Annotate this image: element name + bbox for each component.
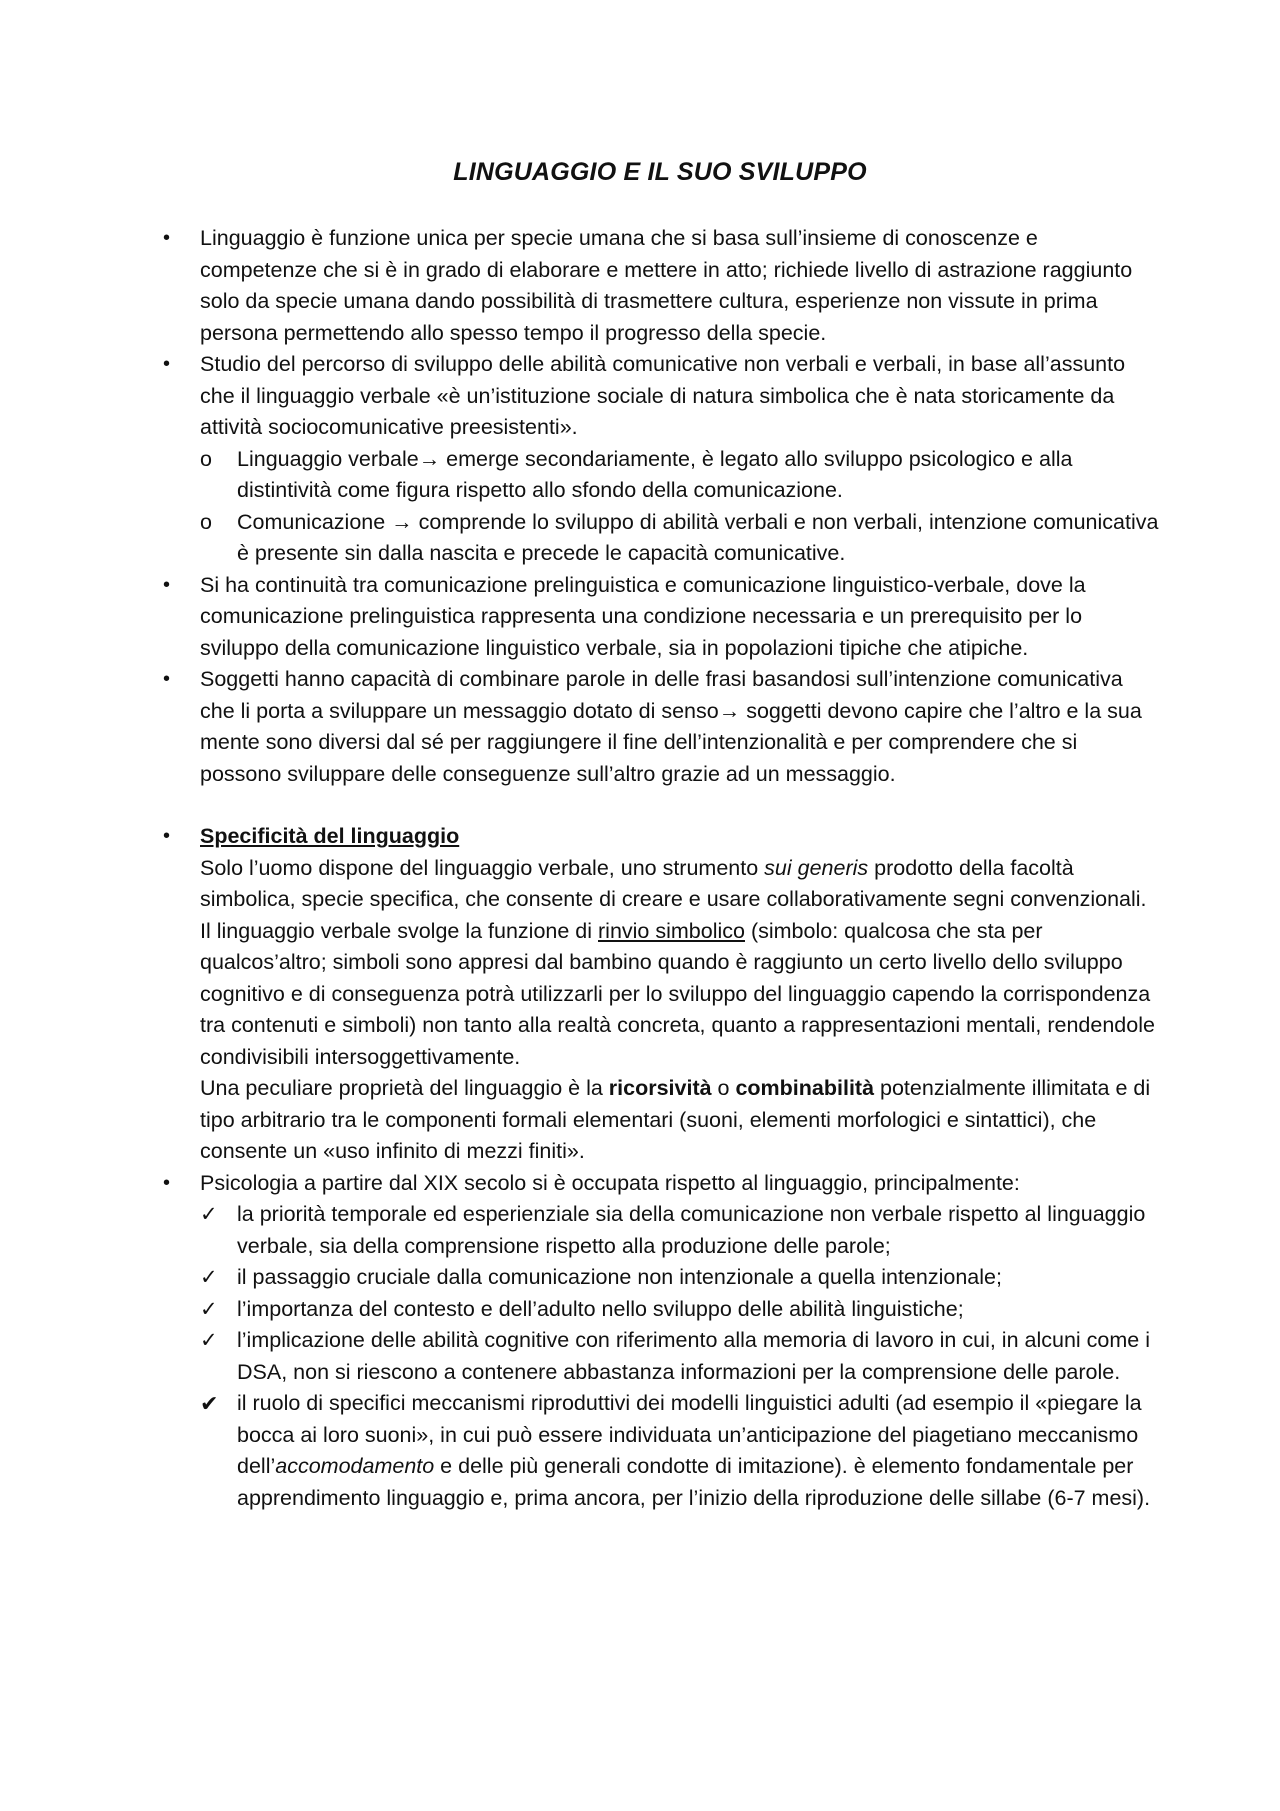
paragraph-text: prodotto della facoltà simbolica, specie specifica, che consente di creare e usare collaborativamente segni convenzionali. (200, 855, 1147, 911)
list-item (163, 349, 1160, 570)
document-title: LINGUAGGIO E IL SUO SVILUPPO (453, 158, 867, 186)
circle-bullet-icon: o (200, 446, 212, 471)
list-item (163, 570, 1160, 665)
sub-list-item (200, 507, 1160, 570)
checkmark-icon: ✓ (200, 1203, 218, 1226)
bullet-icon: • (163, 227, 171, 249)
circle-bullet-icon: o (200, 509, 212, 534)
italic-text: sui generis (764, 855, 869, 880)
checklist-text: e delle più generali condotte di imitazione). è elemento fondamentale per apprendimento linguaggio e, prima ancora, per l’inizio della riproduzione delle sillabe (6-7 mesi). (237, 1454, 1151, 1510)
sub-item-text: Comunicazione (237, 509, 392, 534)
list-item (163, 223, 1160, 349)
checklist-item (200, 1388, 1160, 1514)
paragraph-text: Studio del percorso di sviluppo delle abilità comunicative non verbali e verbali, in base all’assunto che il linguaggio verbale «è un’istituzione sociale di natura simbolica che è nata storicamente da attività sociocomunicative preesistenti». (200, 352, 1126, 439)
bullet-list (163, 223, 1160, 1514)
heavy-checkmark-icon: ✔ (200, 1391, 219, 1416)
checklist-text: l’implicazione delle abilità cognitive con riferimento alla memoria di lavoro in cui, in alcuni come i DSA, non si riescono a contenere abbastanza informazioni per la comprensione delle parole. (237, 1328, 1150, 1384)
sub-list (200, 444, 1160, 570)
arrow-right-icon: → (718, 698, 741, 723)
sub-item-text: emerge secondariamente, è legato allo sviluppo psicologico e alla distintività come figura rispetto allo sfondo della comunicazione. (237, 446, 1073, 502)
paragraph-text: o (711, 1076, 736, 1100)
paragraph (200, 916, 1160, 1074)
checklist-item (200, 1325, 1160, 1388)
bold-text: ricorsività (608, 1076, 712, 1100)
checklist-item (200, 1294, 1160, 1326)
sub-item-text: Linguaggio verbale (237, 446, 419, 471)
list-item (163, 1168, 1160, 1515)
arrow-right-icon: → (391, 509, 413, 534)
bullet-icon: • (163, 668, 171, 690)
paragraph-text: Soggetti hanno capacità di combinare parole in delle frasi basandosi sull’intenzione comunicativa che li porta a sviluppare un messaggio dotato di senso (200, 667, 1123, 723)
paragraph-text: potenzialmente illimitata e di tipo arbitrario tra le componenti formali elementari (suoni, elementi morfologici e sintattici), che consente un «uso infinito di mezzi finiti». (200, 1076, 1151, 1163)
paragraph-text: Si ha continuità tra comunicazione prelinguistica e comunicazione linguistico-verbale, dove la comunicazione prelinguistica rappresenta una condizione necessaria e un prerequisito per lo sviluppo della comunicazione linguistico verbale, sia in popolazioni tipiche che atipiche. (200, 572, 1086, 660)
paragraph-text: Il linguaggio verbale svolge la funzione di (200, 918, 599, 943)
checklist-text: il passaggio cruciale dalla comunicazione non intenzionale a quella intenzionale; (237, 1265, 1002, 1289)
checklist-text: l’importanza del contesto e dell’adulto nello sviluppo delle abilità linguistiche; (237, 1296, 964, 1321)
paragraph-text: Una peculiare proprietà del linguaggio è la (200, 1076, 609, 1100)
bullet-icon: • (163, 825, 171, 847)
paragraph-text: soggetti devono capire che l’altro e la sua mente sono diversi dal sé per raggiungere il fine dell’intenzionalità e per comprendere che si possono sviluppare delle conseguenze sull’altro grazie ad un messaggio. (200, 698, 1142, 786)
underlined-text: rinvio simbolico (598, 918, 745, 943)
checklist (200, 1199, 1160, 1514)
checklist-text: il ruolo di specifici meccanismi riproduttivi dei modelli linguistici adulti (ad esempio il «piegare la bocca ai loro suoni», in cui può essere individuata un’anticipazione del piagetiano meccanismo dell’ (237, 1391, 1142, 1478)
bullet-icon: • (163, 353, 171, 375)
bullet-icon: • (163, 573, 171, 596)
checkmark-icon: ✓ (200, 1297, 218, 1321)
bullet-icon: • (163, 1171, 171, 1194)
list-item (163, 664, 1160, 790)
paragraph (200, 853, 1160, 916)
section-heading: Specificità del linguaggio (200, 824, 460, 848)
sub-item-text: comprende lo sviluppo di abilità verbali e non verbali, intenzione comunicativa è presente sin dalla nascita e precede le capacità comunicative. (237, 509, 1159, 565)
checkmark-icon: ✓ (200, 1266, 218, 1289)
paragraph-text: Psicologia a partire dal XIX secolo si è occupata rispetto al linguaggio, principalmente: (200, 1170, 1020, 1195)
arrow-right-icon: → (418, 446, 441, 471)
paragraph-text: Linguaggio è funzione unica per specie umana che si basa sull’insieme di conoscenze e competenze che si è in grado di elaborare e mettere in atto; richiede livello di astrazione raggiunto solo da specie umana dando possibilità di trasmettere cultura, esperienze non vissute in prima persona permettendo allo spesso tempo il progresso della specie. (200, 226, 1133, 345)
paragraph-text: Solo l’uomo dispone del linguaggio verbale, uno strumento (200, 855, 765, 880)
checklist-text: la priorità temporale ed esperienziale sia della comunicazione non verbale rispetto al linguaggio verbale, sia della comprensione rispetto alla produzione delle parole; (237, 1202, 1146, 1258)
list-item (163, 821, 1160, 1168)
sub-list-item (200, 444, 1160, 507)
checklist-item (200, 1262, 1160, 1294)
checkmark-icon: ✓ (200, 1329, 218, 1352)
paragraph (200, 1073, 1160, 1168)
paragraph-text: (simbolo: qualcosa che sta per qualcos’altro; simboli sono appresi dal bambino quando è raggiunto un certo livello dello sviluppo cognitivo e di conseguenza potrà utilizzarli per lo sviluppo del linguaggio capendo la corrispondenza tra contenuti e simboli) non tanto alla realtà concreta, quanto a rappresentazioni mentali, rendendole condivisibili intersoggettivamente. (200, 918, 1155, 1069)
checklist-item (200, 1199, 1160, 1262)
bold-text: combinabilità (735, 1076, 875, 1100)
italic-text: accomodamento (275, 1454, 435, 1478)
